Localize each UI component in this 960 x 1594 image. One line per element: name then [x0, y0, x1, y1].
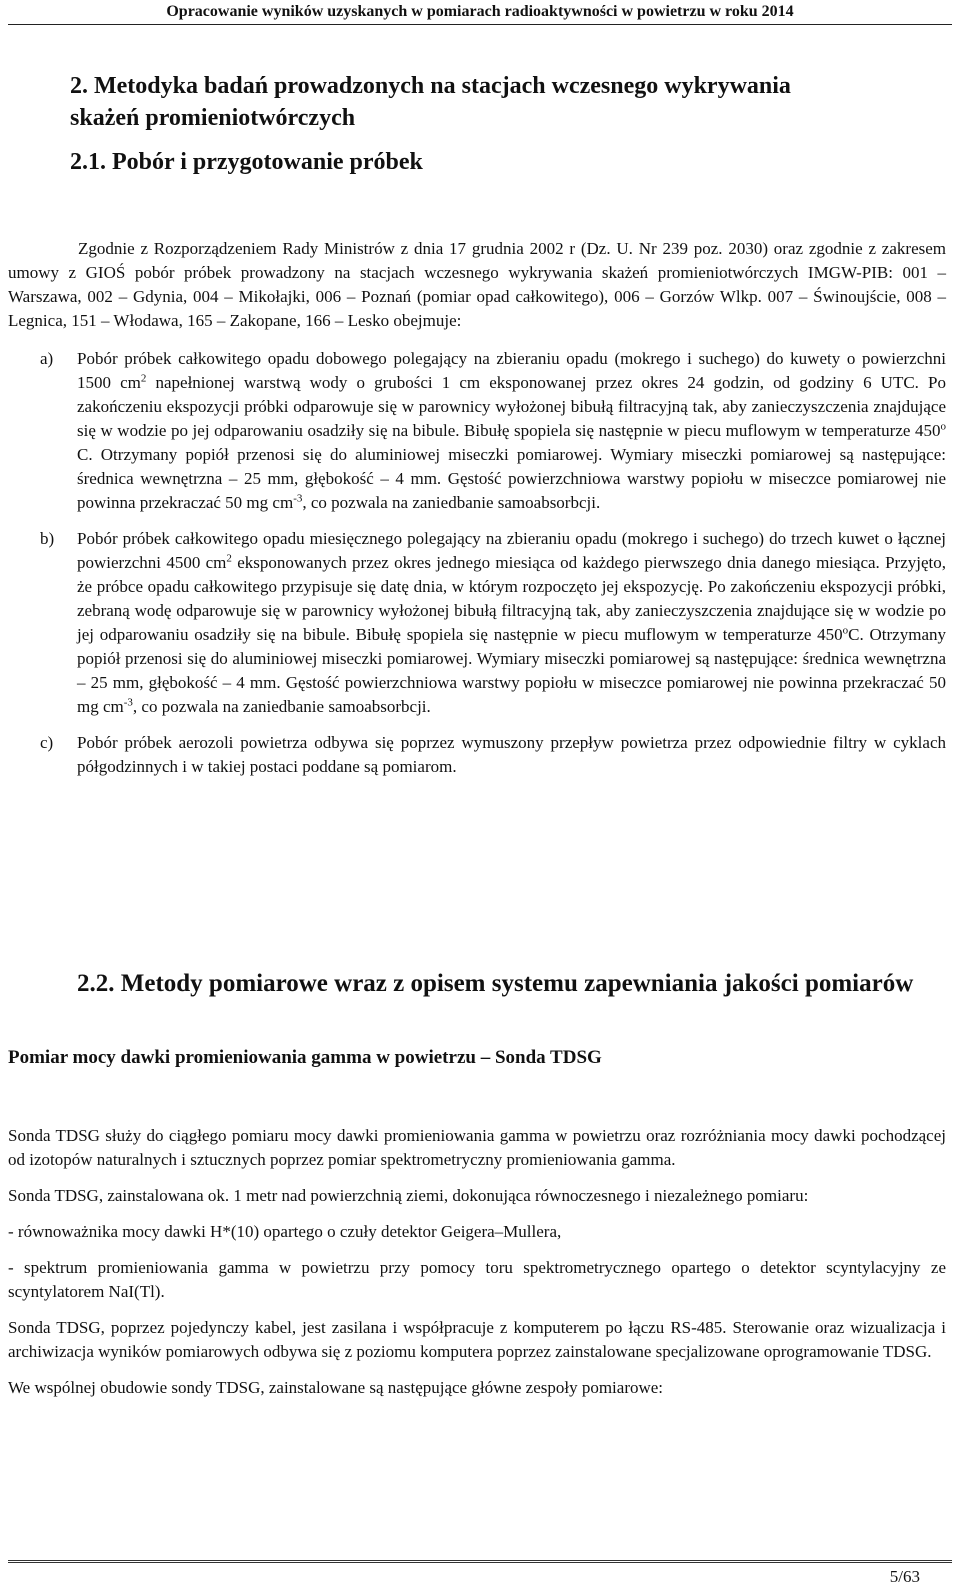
section-2-title-line2: skażeń promieniotwórczych	[70, 105, 356, 131]
list-marker-c: c)	[40, 733, 54, 752]
tdsg-subheading: Pomiar mocy dawki promieniowania gamma w powietrzu – Sonda TDSG	[8, 1047, 602, 1068]
tdsg-bullet-spectrum: - spektrum promieniowania gamma w powietrzu przy pomocy toru spektrometrycznego opartego o detektor scyntylacyjny ze scyntylatorem NaI(Tl).	[8, 1258, 946, 1301]
footer-divider	[8, 1560, 952, 1563]
section-2-title	[70, 70, 948, 134]
list-item-c	[40, 731, 946, 779]
section-2-title-line1: 2. Metodyka badań prowadzonych na stacjach wczesnego wykrywania	[70, 73, 791, 99]
list-marker-a: a)	[40, 349, 54, 368]
list-item-a	[40, 347, 946, 515]
tdsg-paragraph-1: Sonda TDSG służy do ciągłego pomiaru mocy dawki promieniowania gamma w powietrzu oraz rozróżniania mocy dawki pochodzącej od izotopów naturalnych i sztucznych poprzez pomiar spektrometryczny promieniowania gamma.	[8, 1126, 946, 1169]
section-2-2-title: 2.2. Metody pomiarowe wraz z opisem systemu zapewniania jakości pomiarów	[77, 970, 914, 997]
list-marker-b: b)	[40, 529, 55, 548]
sampling-list	[40, 347, 946, 779]
tdsg-paragraph-computer: Sonda TDSG, poprzez pojedynczy kabel, jest zasilana i współpracuje z komputerem po łączu RS-485. Sterowanie oraz wizualizacja i archiwizacja wyników pomiarowych odbywa się z poziomu komputera poprzez zainstalowane specjalizowane oprogramowanie TDSG.	[8, 1318, 946, 1361]
header-divider	[8, 24, 952, 25]
tdsg-bullet-geiger: - równoważnika mocy dawki H*(10) opartego o czuły detektor Geigera–Mullera,	[8, 1222, 562, 1241]
list-text-b: Pobór próbek całkowitego opadu miesięcznego polegający na zbieraniu opadu (mokrego i suchego) do trzech kuwet o łącznej powierzchni 4500 $cm^2$ eksponowanych przez okres jednego miesiąca od każdego pierwszego dnia danego miesiąca. Przyjęto, że próbce opadu całkowitego przypisuje się datę dnia, w którym rozpoczęto jej ekspozycję. Po zakończeniu ekspozycji próbki, zebraną wodę odparowuje się w parownicy wyłożonej bibułą filtracyjną tak, aby zanieczyszczenia znajdujące się w wodzie po jej odparowaniu osadziły się na bibule. Bibułę spopiela się następnie w piecu muflowym w temperaturze 450$^o$C. Otrzymany popiół przenosi się do aluminiowej miseczki pomiarowej. Wymiary miseczki pomiarowej są następujące: średnica wewnętrzna – 25 mm, głębokość – 4 mm. Gęstość powierzchniowa warstwy popiołu w miseczce pomiarowej nie powinna przekraczać 50 mg $cm^{-3}$, co pozwala na zaniedbanie samoabsorbcji.	[77, 529, 946, 716]
intro-paragraph: Zgodnie z Rozporządzeniem Rady Ministrów z dnia 17 grudnia 2002 r (Dz. U. Nr 239 poz. 2030) oraz zgodnie z zakresem umowy z GIOŚ pobór próbek prowadzony na stacjach wczesnego wykrywania skażeń promieniotwórczych IMGW-PIB: 001 – Warszawa, 002 – Gdynia, 004 – Mikołajki, 006 – Poznań (pomiar opad całkowitego), 006 – Gorzów Wlkp. 007 – Świnoujście, 008 – Legnica, 151 – Włodawa, 165 – Zakopane, 166 – Lesko obejmuje:	[8, 239, 946, 330]
tdsg-body	[8, 1124, 946, 1412]
tdsg-paragraph-components: We wspólnej obudowie sondy TDSG, zainstalowane są następujące główne zespoły pomiarowe:	[8, 1378, 664, 1397]
list-text-c: Pobór próbek aerozoli powietrza odbywa się poprzez wymuszony przepływ powietrza przez odpowiednie filtry w cyklach półgodzinnych i w takiej postaci poddane są pomiarom.	[77, 733, 946, 776]
page-number: 5/63	[889, 1567, 920, 1586]
running-header: Opracowanie wyników uzyskanych w pomiarach radioaktywności w powietrzu w roku 2014	[166, 3, 794, 20]
list-text-a: Pobór próbek całkowitego opadu dobowego polegający na zbieraniu opadu (mokrego i suchego) do kuwety o powierzchni 1500 $cm^2$ napełnionej warstwą wody o grubości 1 cm eksponowanej przez okres 24 godzin, od godziny 6 UTC. Po zakończeniu ekspozycji próbki odparowuje się w parownicy wyłożonej bibułą filtracyjną tak, aby zanieczyszczenia znajdujące się w wodzie po jej odparowaniu osadziły się na bibule. Bibułę spopiela się następnie w piecu muflowym w temperaturze 450$^o$ C. Otrzymany popiół przenosi się do aluminiowej miseczki pomiarowej. Wymiary miseczki pomiarowej są następujące: średnica wewnętrzna – 25 mm, głębokość – 4 mm. Gęstość powierzchniowa warstwy popiołu w miseczce pomiarowej nie powinna przekraczać 50 mg $cm^{-3}$, co pozwala na zaniedbanie samoabsorbcji.	[77, 349, 946, 512]
tdsg-paragraph-2: Sonda TDSG, zainstalowana ok. 1 metr nad powierzchnią ziemi, dokonująca równoczesnego i niezależnego pomiaru:	[8, 1186, 809, 1205]
section-2-1-title: 2.1. Pobór i przygotowanie próbek	[70, 149, 423, 175]
list-item-b	[40, 527, 946, 719]
